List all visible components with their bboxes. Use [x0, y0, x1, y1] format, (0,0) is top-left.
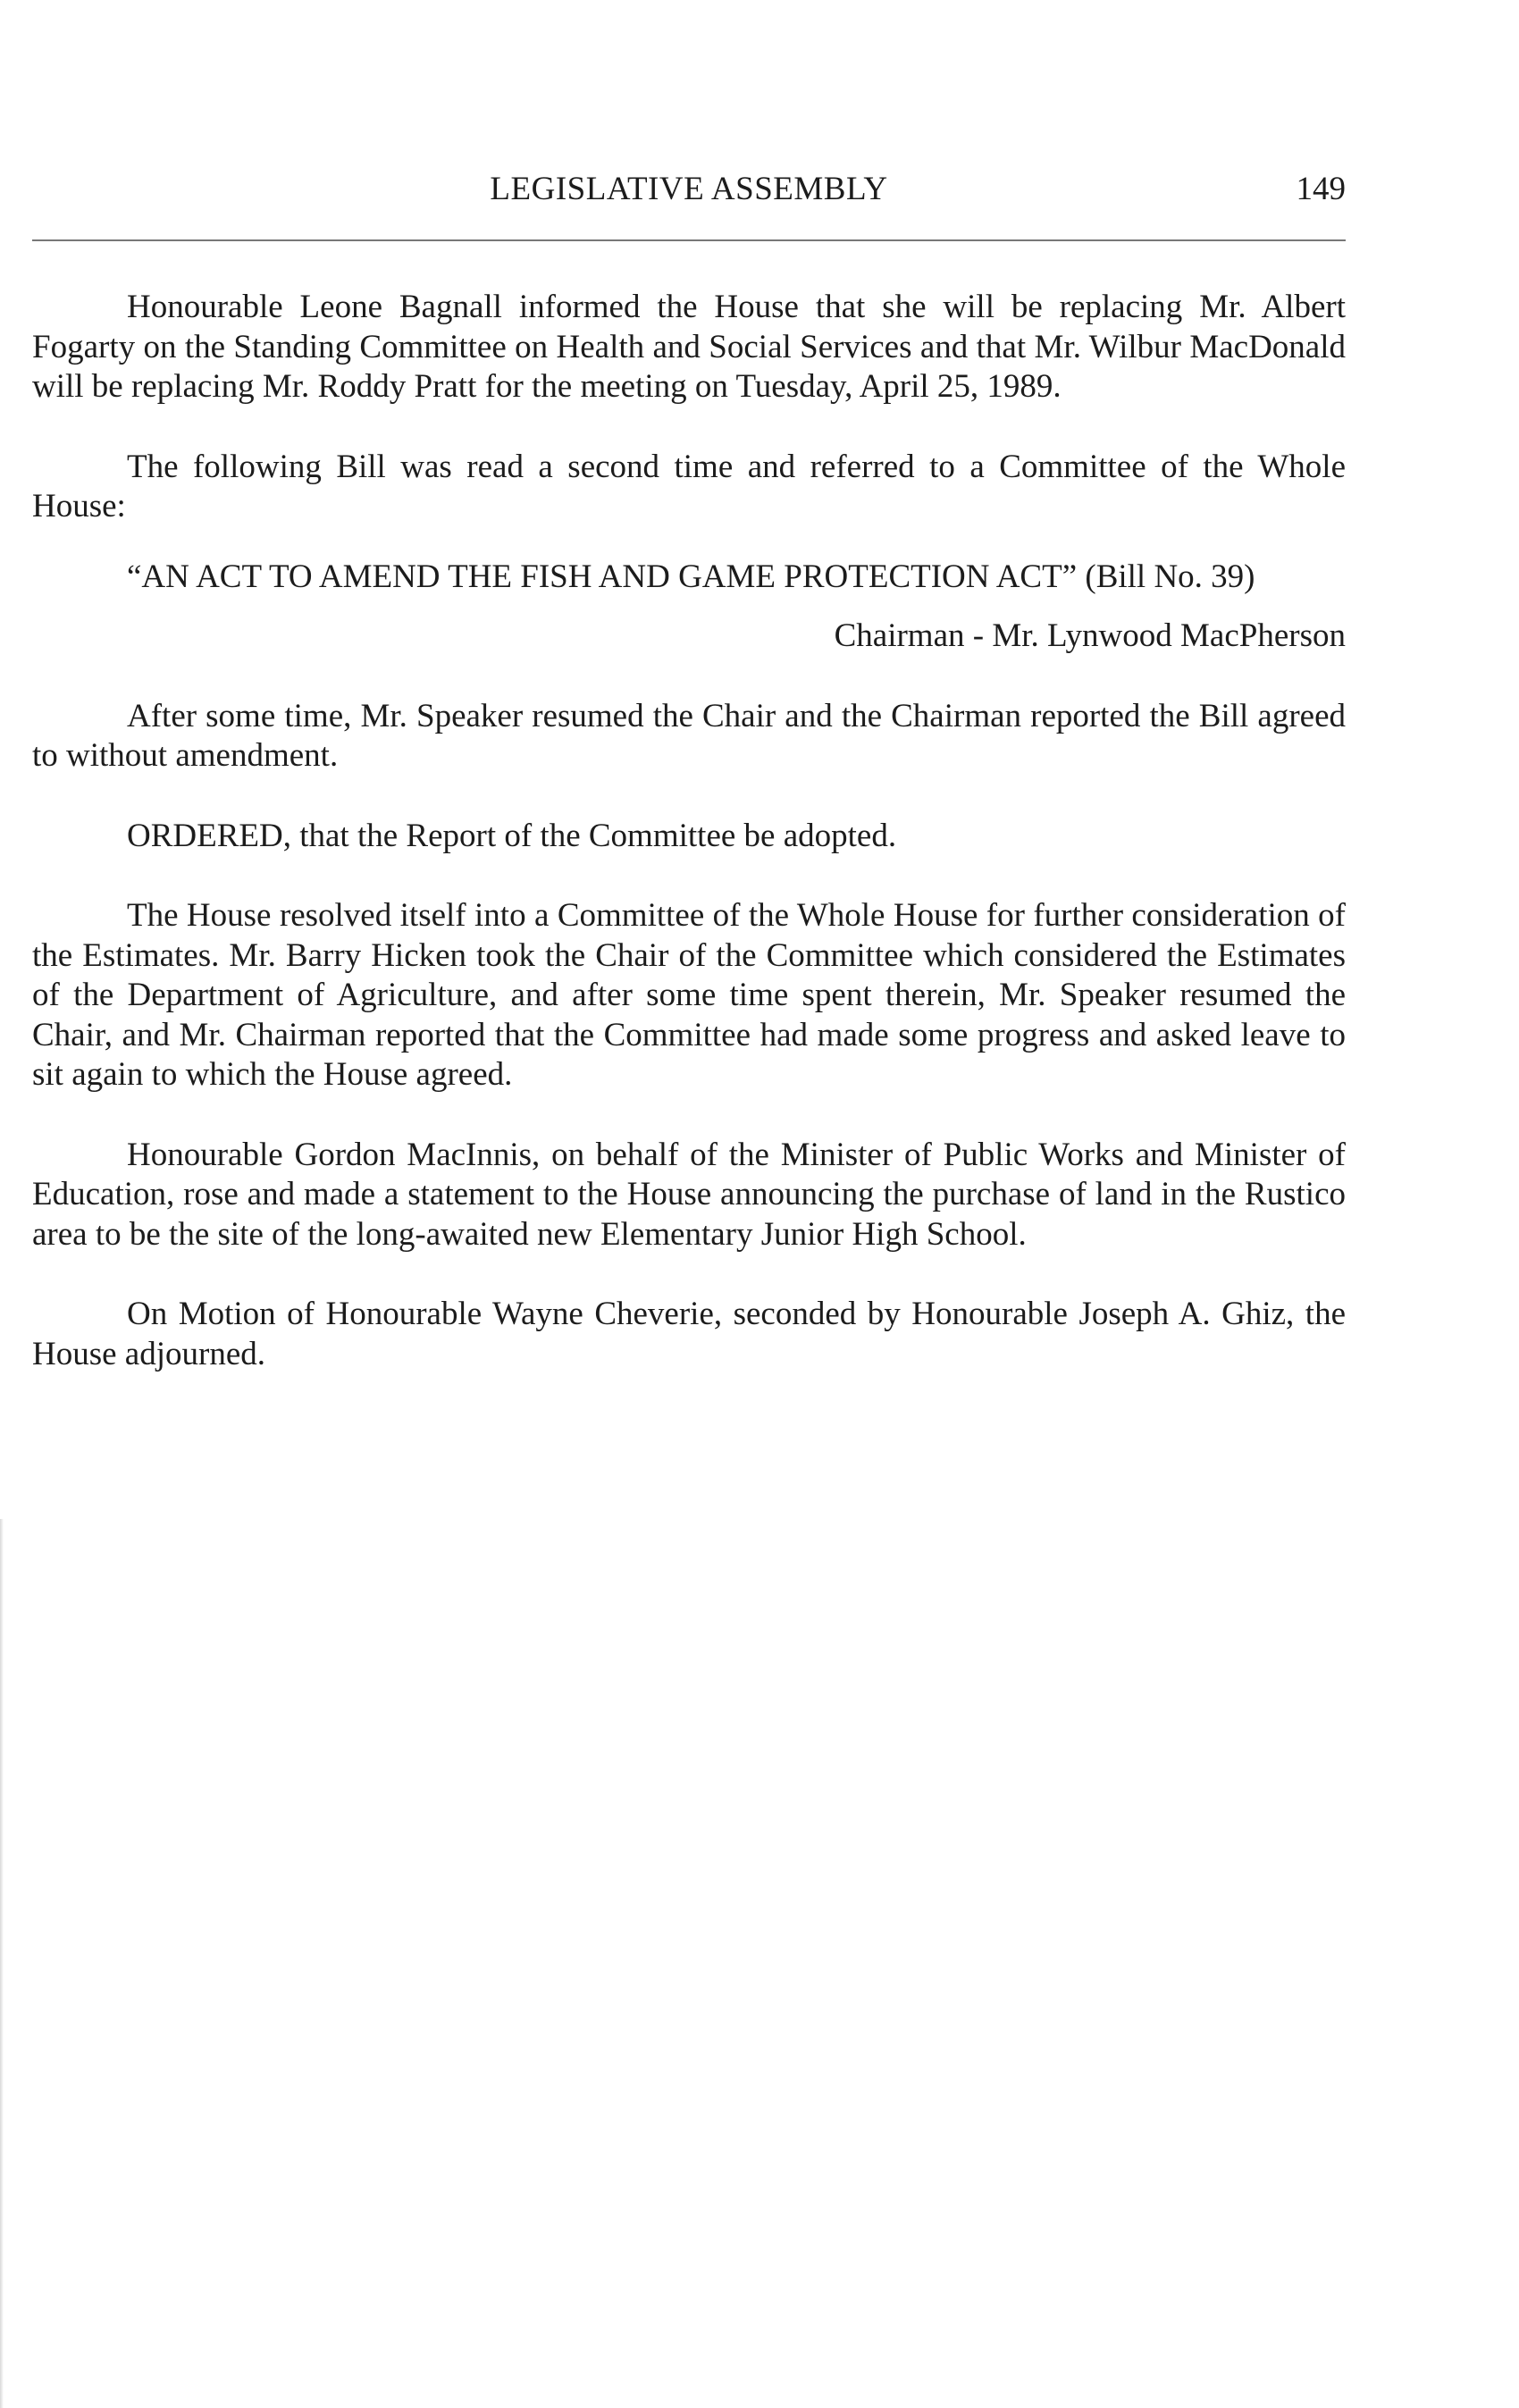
- paragraph-ordered: ORDERED, that the Report of the Committee be adopted.: [127, 817, 897, 854]
- paragraph-committee-replacement: Honourable Leone Bagnall informed the House that she will be replacing Mr. Albert Fogarty on the Standing Committee on Health and Social Services and that Mr. Wilbur MacDonald will be replacing Mr. Roddy Pratt for the meeting on Tuesday, April 25, 1989.: [32, 289, 1346, 405]
- document-body: [32, 288, 1346, 1414]
- paragraph-estimates: The House resolved itself into a Committee of the Whole House for further consideration of the Estimates. Mr. Barry Hicken took the Chair of the Committee which considered the Estimates of the Department of Agriculture, and after some time spent therein, Mr. Speaker resumed the Chair, and Mr. Chairman reported that the Committee had made some progress and asked leave to sit again to which the House agreed.: [32, 897, 1346, 1093]
- paragraph-second-reading: The following Bill was read a second time and referred to a Committee of the Whole House:: [32, 448, 1346, 524]
- paragraph-statement: Honourable Gordon MacInnis, on behalf of the Minister of Public Works and Minister of Education, rose and made a statement to the House announcing the purchase of land in the Rustico area to be the site of the long-awaited new Elementary Junior High School.: [32, 1136, 1346, 1253]
- page-header: [32, 170, 1346, 214]
- page-edge-shadow: [0, 1519, 4, 2408]
- bill-title: “AN ACT TO AMEND THE FISH AND GAME PROTECTION ACT” (Bill No. 39): [127, 558, 1255, 595]
- paragraph-bill-reported: After some time, Mr. Speaker resumed the Chair and the Chairman reported the Bill agreed to without amendment.: [32, 697, 1346, 774]
- header-rule: [32, 239, 1346, 241]
- page-number: 149: [1296, 171, 1346, 207]
- running-head: LEGISLATIVE ASSEMBLY: [490, 171, 888, 207]
- paragraph-adjourned: On Motion of Honourable Wayne Cheverie, seconded by Honourable Joseph A. Ghiz, the House adjourned.: [32, 1296, 1346, 1372]
- chairman-line: Chairman - Mr. Lynwood MacPherson: [834, 617, 1346, 654]
